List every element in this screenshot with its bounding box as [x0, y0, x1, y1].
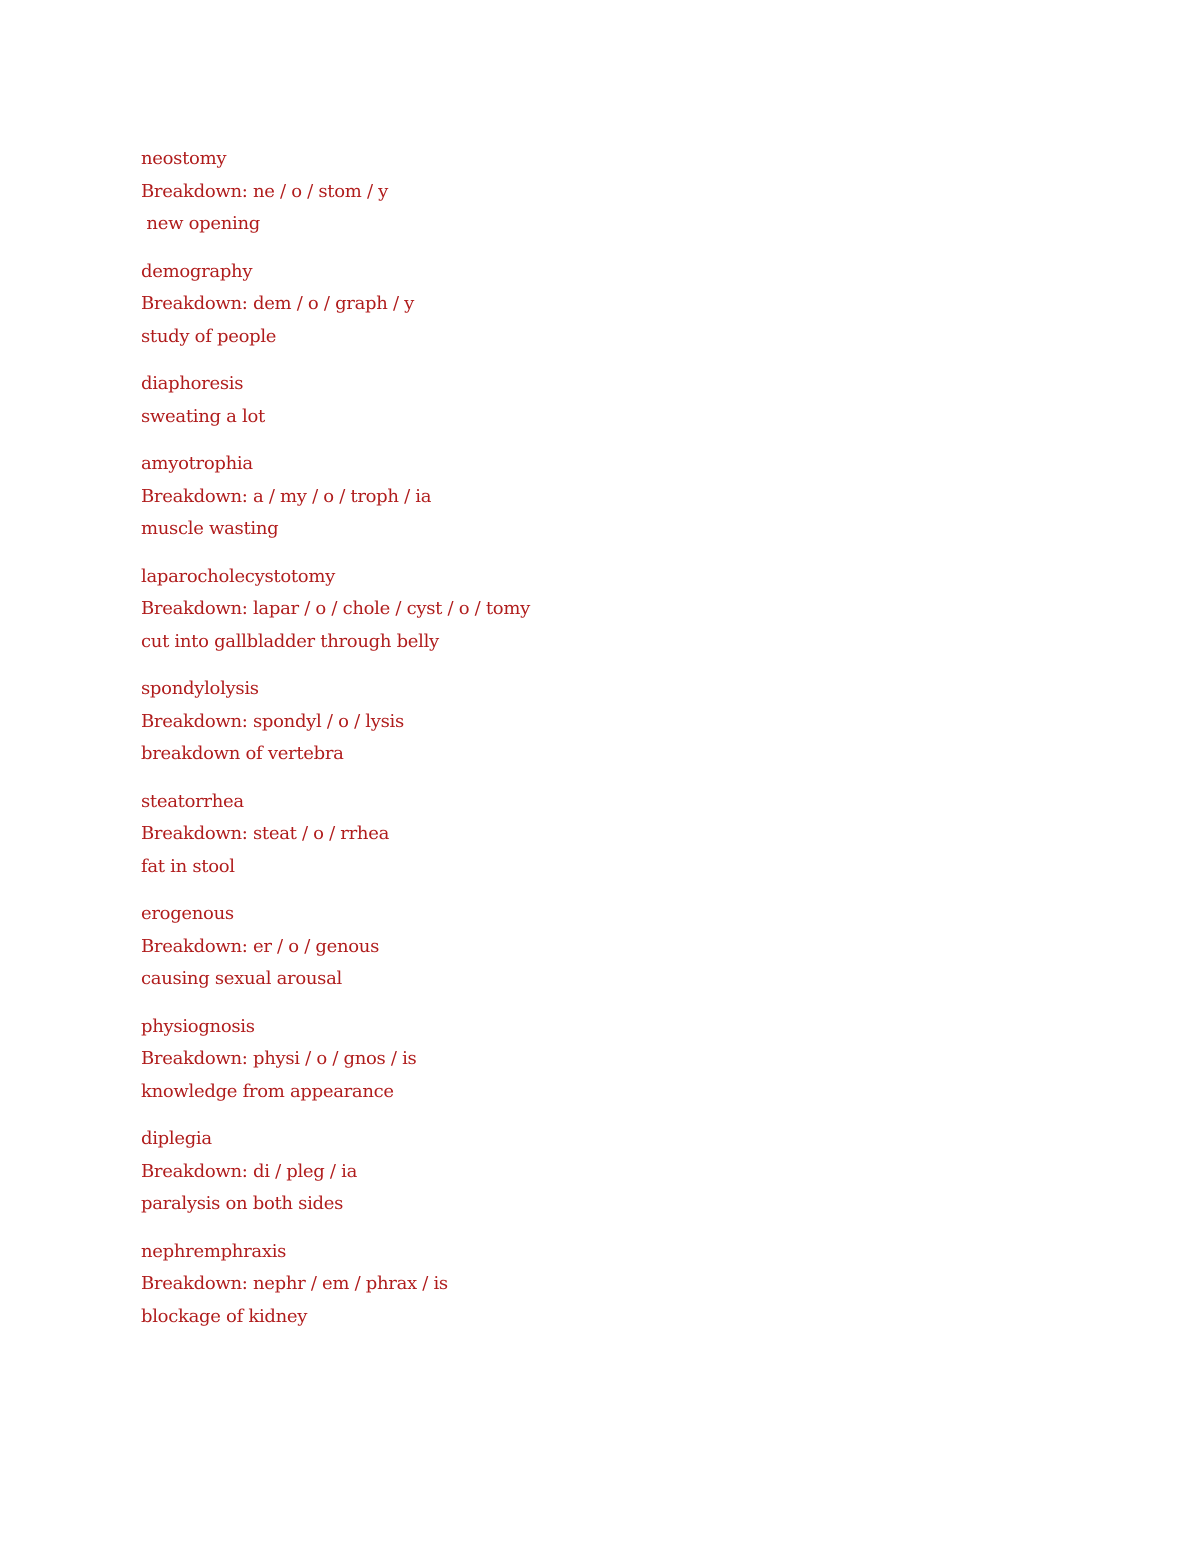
term-breakdown: Breakdown: er / o / genous: [141, 935, 380, 957]
term-word: laparocholecystotomy: [141, 565, 335, 587]
term-entry: [141, 1123, 1041, 1221]
term-entry: [141, 368, 1041, 433]
term-entry: [141, 143, 1041, 241]
term-breakdown: Breakdown: nephr / em / phrax / is: [141, 1273, 448, 1294]
term-definition: paralysis on both sides: [141, 1193, 344, 1214]
term-definition: sweating a lot: [141, 405, 265, 427]
term-breakdown: Breakdown: ne / o / stom / y: [141, 180, 389, 202]
term-definition: causing sexual arousal: [141, 968, 342, 989]
term-entry: [141, 898, 1041, 996]
term-entry: [141, 1011, 1041, 1109]
term-word: nephremphraxis: [141, 1240, 287, 1262]
term-word: diaphoresis: [141, 373, 244, 394]
term-entry: [141, 561, 1041, 659]
term-definition: blockage of kidney: [141, 1305, 308, 1327]
term-breakdown: Breakdown: steat / o / rrhea: [141, 823, 389, 844]
term-definition: study of people: [141, 325, 277, 347]
term-breakdown: Breakdown: physi / o / gnos / is: [141, 1048, 417, 1069]
term-breakdown: Breakdown: lapar / o / chole / cyst / o / tomy: [141, 598, 530, 619]
term-breakdown: Breakdown: spondyl / o / lysis: [141, 710, 404, 732]
term-entry: [141, 1236, 1041, 1334]
term-word: diplegia: [141, 1128, 212, 1149]
term-word: amyotrophia: [141, 453, 253, 474]
term-entry: [141, 673, 1041, 771]
term-breakdown: Breakdown: dem / o / graph / y: [141, 293, 415, 314]
term-definition: knowledge from appearance: [141, 1080, 394, 1102]
term-word: erogenous: [141, 903, 234, 924]
term-word: physiognosis: [141, 1015, 255, 1037]
term-word: demography: [141, 260, 253, 282]
term-breakdown: Breakdown: di / pleg / ia: [141, 1160, 358, 1182]
term-word: steatorrhea: [141, 790, 244, 812]
term-entry: [141, 256, 1041, 354]
term-entry: [141, 448, 1041, 546]
term-definition: new opening: [141, 213, 260, 234]
term-word: neostomy: [141, 148, 227, 169]
term-definition: muscle wasting: [141, 518, 279, 539]
term-list: [141, 143, 1041, 1348]
term-definition: cut into gallbladder through belly: [141, 630, 439, 652]
term-definition: fat in stool: [141, 855, 235, 877]
term-definition: breakdown of vertebra: [141, 743, 344, 764]
term-breakdown: Breakdown: a / my / o / troph / ia: [141, 485, 432, 507]
term-word: spondylolysis: [141, 678, 259, 699]
term-entry: [141, 786, 1041, 884]
